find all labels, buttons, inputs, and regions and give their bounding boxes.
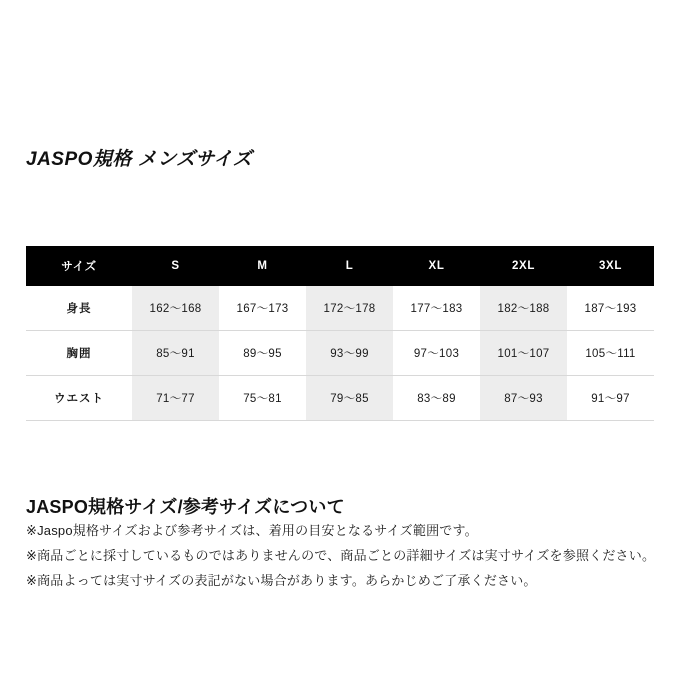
cell-chest-xl: 97〜103	[393, 331, 480, 376]
cell-height-l: 172〜178	[306, 286, 393, 331]
row-label-chest: 胸囲	[26, 331, 132, 376]
column-header-s: S	[171, 260, 180, 272]
table-row	[26, 286, 654, 331]
size-table-header	[26, 246, 654, 286]
column-header-xl: XL	[428, 260, 445, 272]
cell-chest-m: 89〜95	[219, 331, 306, 376]
cell-height-s: 162〜168	[132, 286, 219, 331]
cell-height-xl: 177〜183	[393, 286, 480, 331]
table-header-row	[26, 246, 654, 286]
column-header-2xl: 2XL	[512, 260, 535, 272]
cell-chest-3xl: 105〜111	[567, 331, 654, 376]
cell-height-3xl: 187〜193	[567, 286, 654, 331]
cell-waist-m: 75〜81	[219, 376, 306, 421]
cell-height-m: 167〜173	[219, 286, 306, 331]
note-line: ※商品ごとに採寸しているものではありませんので、商品ごとの詳細サイズは実寸サイズを参照ください。	[26, 548, 656, 563]
row-label-waist: ウエスト	[26, 376, 132, 421]
notes-list	[26, 518, 656, 593]
cell-chest-s: 85〜91	[132, 331, 219, 376]
cell-chest-l: 93〜99	[306, 331, 393, 376]
column-header-size-label: サイズ	[61, 261, 97, 273]
page-title: JASPO規格 メンズサイズ	[26, 148, 253, 170]
cell-waist-s: 71〜77	[132, 376, 219, 421]
cell-waist-3xl: 91〜97	[567, 376, 654, 421]
row-label-height: 身長	[26, 286, 132, 331]
column-header-m: M	[257, 260, 268, 272]
cell-height-2xl: 182〜188	[480, 286, 567, 331]
column-header-3xl: 3XL	[599, 260, 622, 272]
column-header-l: L	[345, 260, 354, 272]
size-table-body	[26, 286, 654, 421]
note-line: ※Jaspo規格サイズおよび参考サイズは、着用の目安となるサイズ範囲です。	[26, 523, 478, 538]
cell-waist-2xl: 87〜93	[480, 376, 567, 421]
cell-chest-2xl: 101〜107	[480, 331, 567, 376]
size-table	[26, 246, 654, 421]
cell-waist-l: 79〜85	[306, 376, 393, 421]
table-row	[26, 331, 654, 376]
notes-title: JASPO規格サイズ/参考サイズについて	[26, 496, 345, 517]
table-row	[26, 376, 654, 421]
size-table-container	[26, 246, 654, 421]
cell-waist-xl: 83〜89	[393, 376, 480, 421]
note-line: ※商品よっては実寸サイズの表記がない場合があります。あらかじめご了承ください。	[26, 573, 537, 588]
